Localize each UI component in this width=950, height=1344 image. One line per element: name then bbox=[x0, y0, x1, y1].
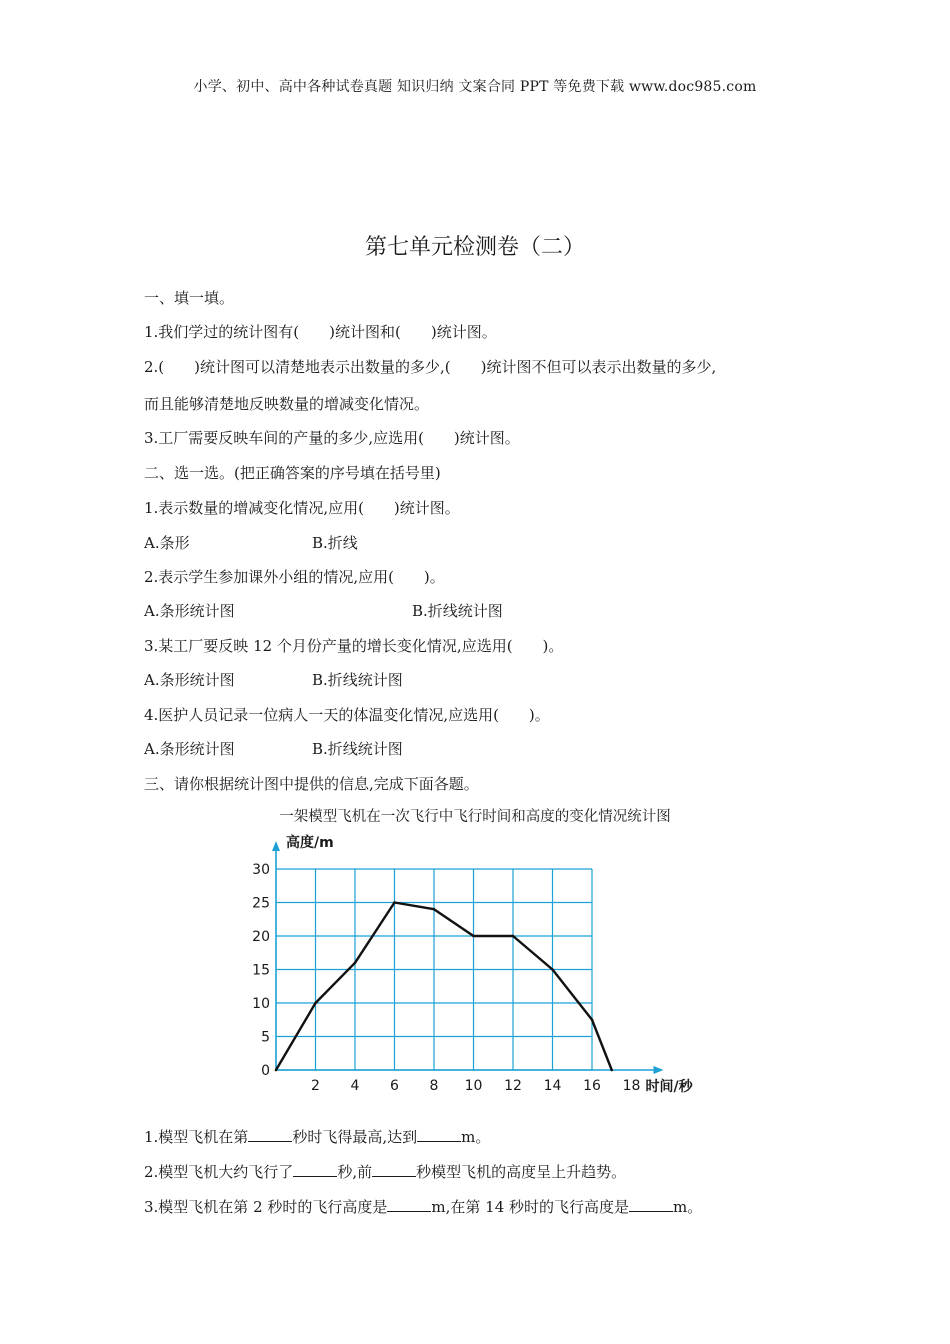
y-tick-label: 5 bbox=[261, 1029, 270, 1046]
x-tick-label: 10 bbox=[464, 1078, 483, 1094]
x-tick-label: 4 bbox=[350, 1078, 360, 1094]
data-point bbox=[591, 1018, 594, 1021]
data-point bbox=[472, 935, 475, 938]
s1-question-1: 1.我们学过的统计图有( )统计图和( )统计图。 bbox=[144, 323, 497, 341]
answer-blank[interactable] bbox=[293, 1162, 337, 1177]
series-line bbox=[276, 903, 612, 1071]
section3-heading: 三、请你根据统计图中提供的信息,完成下面各题。 bbox=[144, 775, 479, 793]
s3-q1-text-mid: 秒时飞得最高,达到 bbox=[292, 1128, 418, 1146]
data-point bbox=[314, 1002, 317, 1005]
s1-question-2a: 2.( )统计图可以清楚地表示出数量的多少,( )统计图不但可以表示出数量的多少, bbox=[144, 358, 717, 376]
s2-q2-option-a: A.条形统计图 bbox=[144, 602, 235, 620]
s2-q4-option-a: A.条形统计图 bbox=[144, 740, 235, 758]
s2-question-1: 1.表示数量的增减变化情况,应用( )统计图。 bbox=[144, 499, 460, 517]
x-tick-label: 2 bbox=[311, 1078, 320, 1094]
data-point bbox=[354, 962, 357, 965]
x-tick-label: 14 bbox=[543, 1078, 562, 1094]
page-title: 第七单元检测卷（二） bbox=[364, 235, 585, 260]
s2-question-3: 3.某工厂要反映 12 个月份产量的增长变化情况,应选用( )。 bbox=[144, 637, 564, 655]
y-tick-label: 10 bbox=[252, 996, 270, 1012]
y-tick-label: 0 bbox=[261, 1063, 270, 1079]
s1-question-3: 3.工厂需要反映车间的产量的多少,应选用( )统计图。 bbox=[144, 429, 520, 447]
x-tick-label: 12 bbox=[504, 1078, 522, 1094]
x-tick-label: 8 bbox=[429, 1078, 439, 1094]
y-tick-label: 20 bbox=[252, 929, 270, 945]
s2-q1-option-b: B.折线 bbox=[312, 534, 358, 552]
s2-q3-option-a: A.条形统计图 bbox=[144, 671, 235, 689]
s2-q4-option-b: B.折线统计图 bbox=[312, 740, 403, 758]
line-chart bbox=[240, 826, 710, 1096]
s3-q3-text-pre: 3.模型飞机在第 2 秒时的飞行高度是 bbox=[144, 1198, 388, 1216]
answer-blank[interactable] bbox=[372, 1162, 416, 1177]
data-point bbox=[551, 968, 554, 971]
section2-heading: 二、选一选。(把正确答案的序号填在括号里) bbox=[144, 464, 441, 482]
y-axis-title: 高度/m bbox=[286, 835, 334, 851]
y-tick-label: 25 bbox=[252, 895, 270, 912]
data-point bbox=[275, 1069, 278, 1072]
s3-q1-text-pre: 1.模型飞机在第 bbox=[144, 1128, 249, 1146]
s3-question-3 bbox=[144, 1196, 702, 1217]
s2-q2-option-b: B.折线统计图 bbox=[412, 602, 503, 620]
s3-q3-text-post: m。 bbox=[673, 1198, 703, 1216]
s2-q3-option-b: B.折线统计图 bbox=[312, 671, 403, 689]
y-axis-arrow bbox=[272, 841, 280, 851]
data-point bbox=[610, 1069, 613, 1072]
answer-blank[interactable] bbox=[417, 1127, 461, 1142]
site-header: 小学、初中、高中各种试卷真题 知识归纳 文案合同 PPT 等免费下载 www.doc985.com bbox=[193, 79, 757, 95]
s3-question-2 bbox=[144, 1161, 626, 1182]
s3-q1-text-post: m。 bbox=[461, 1128, 491, 1146]
s3-q3-text-mid: m,在第 14 秒时的飞行高度是 bbox=[431, 1198, 630, 1216]
s1-question-2b: 而且能够清楚地反映数量的增减变化情况。 bbox=[144, 395, 430, 413]
section1-heading: 一、填一填。 bbox=[144, 289, 235, 307]
x-axis-title: 时间/秒 bbox=[645, 1079, 693, 1095]
x-tick-label: 16 bbox=[583, 1078, 601, 1094]
chart-title: 一架模型飞机在一次飞行中飞行时间和高度的变化情况统计图 bbox=[279, 809, 671, 825]
s3-q2-text-pre: 2.模型飞机大约飞行了 bbox=[144, 1163, 294, 1181]
s3-q2-text-post: 秒模型飞机的高度呈上升趋势。 bbox=[416, 1163, 627, 1181]
y-tick-label: 30 bbox=[252, 862, 270, 878]
y-tick-label: 15 bbox=[252, 962, 270, 979]
s2-question-4: 4.医护人员记录一位病人一天的体温变化情况,应选用( )。 bbox=[144, 706, 550, 724]
s3-q2-text-mid: 秒,前 bbox=[337, 1163, 373, 1181]
data-point bbox=[393, 901, 396, 904]
answer-blank[interactable] bbox=[387, 1197, 431, 1212]
answer-blank[interactable] bbox=[629, 1197, 673, 1212]
s3-question-1 bbox=[144, 1126, 490, 1147]
data-point bbox=[433, 908, 436, 911]
x-tick-label: 18 bbox=[622, 1078, 641, 1094]
data-point bbox=[512, 935, 515, 938]
s2-q1-option-a: A.条形 bbox=[144, 534, 190, 552]
x-tick-label: 6 bbox=[390, 1078, 399, 1094]
s2-question-2: 2.表示学生参加课外小组的情况,应用( )。 bbox=[144, 568, 445, 586]
answer-blank[interactable] bbox=[248, 1127, 292, 1142]
x-axis-arrow bbox=[654, 1066, 664, 1074]
